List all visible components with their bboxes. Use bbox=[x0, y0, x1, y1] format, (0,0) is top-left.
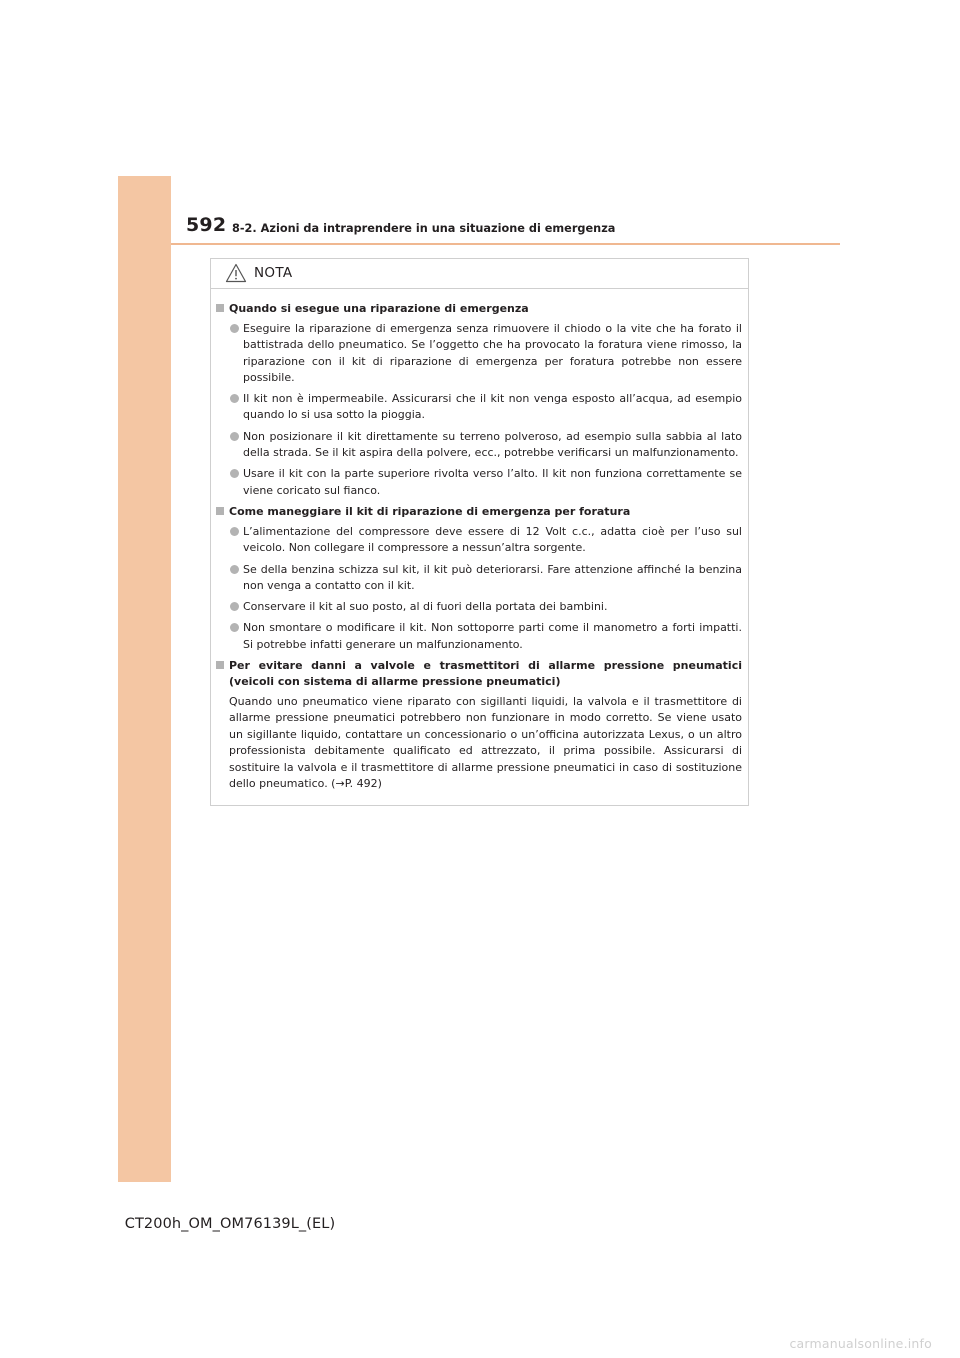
header-divider bbox=[171, 243, 840, 245]
topic-heading bbox=[216, 301, 742, 317]
topic-title: Come maneggiare il kit di riparazione di emergenza per foratura bbox=[229, 504, 631, 518]
document-code: CT200h_OM_OM76139L_(EL) bbox=[124, 1216, 336, 1232]
list-item bbox=[216, 562, 742, 595]
warning-triangle-icon bbox=[225, 263, 247, 283]
round-bullet-icon bbox=[230, 602, 239, 611]
square-bullet-icon bbox=[216, 507, 224, 515]
notice-label: NOTA bbox=[254, 265, 293, 281]
round-bullet-icon bbox=[230, 623, 239, 632]
list-item bbox=[216, 321, 742, 386]
topic-heading bbox=[216, 504, 742, 520]
list-item-text: Il kit non è impermeabile. Assicurarsi che il kit non venga esposto all’acqua, ad esempio quando lo si usa sotto la pioggia. bbox=[243, 392, 742, 422]
list-item-text: Usare il kit con la parte superiore rivolta verso l’alto. Il kit non funziona correttamente se viene coricato sul fianco. bbox=[243, 467, 742, 497]
list-item-text: Non posizionare il kit direttamente su terreno polveroso, ad esempio sulla sabbia al lato della strada. Se il kit aspira della polvere, ecc., potrebbe verificarsi un malfunzionamento. bbox=[243, 429, 742, 460]
topic-title: Quando si esegue una riparazione di emergenza bbox=[229, 302, 529, 315]
round-bullet-icon bbox=[230, 527, 239, 536]
notice-header bbox=[211, 259, 748, 289]
notice-body bbox=[211, 289, 748, 792]
list-item-text: Non smontare o modificare il kit. Non sottoporre parti come il manometro a forti impatti. Si potrebbe infatti generare un malfunzionamento. bbox=[243, 621, 742, 651]
round-bullet-icon bbox=[230, 394, 239, 403]
notice-box bbox=[210, 258, 749, 806]
round-bullet-icon bbox=[230, 469, 239, 478]
list-item bbox=[216, 391, 742, 424]
round-bullet-icon bbox=[230, 565, 239, 574]
side-color-band bbox=[118, 176, 171, 1182]
list-item-text: L’alimentazione del compressore deve essere di 12 Volt c.c., adatta cioè per l’uso sul veicolo. Non collegare il compressore a nessun’altra sorgente. bbox=[243, 524, 742, 555]
list-item bbox=[216, 524, 742, 557]
square-bullet-icon bbox=[216, 661, 224, 669]
list-item bbox=[216, 466, 742, 499]
round-bullet-icon bbox=[230, 432, 239, 441]
section-title: 8-2. Azioni da intraprendere in una situazione di emergenza bbox=[232, 222, 616, 235]
round-bullet-icon bbox=[230, 324, 239, 333]
list-item-text: Conservare il kit al suo posto, al di fuori della portata dei bambini. bbox=[243, 600, 608, 614]
watermark: carmanualsonline.info bbox=[789, 1336, 932, 1351]
list-item-text: Se della benzina schizza sul kit, il kit può deteriorarsi. Fare attenzione affinché la benzina non venga a contatto con il kit. bbox=[243, 562, 742, 592]
list-item bbox=[216, 429, 742, 462]
topic-paragraph: Quando uno pneumatico viene riparato con sigillanti liquidi, la valvola e il trasmettitore di allarme pressione pneumatici potrebbero non funzionare in modo corretto. Se viene usato un sigillante liquido, contattare un concessionario o un’officina autorizzata Lexus, o un altro professionista debitamente qualificato ed attrezzato, il prima possibile. Assicurarsi di sostituire la valvola e il trasmettitore di allarme pressione pneumatici in caso di sostituzione dello pneumatico. (→P. 492) bbox=[229, 695, 742, 791]
topic-title: Per evitare danni a valvole e trasmettitori di allarme pressione pneumatici (veicoli con sistema di allarme pressione pneumatici) bbox=[229, 659, 742, 689]
square-bullet-icon bbox=[216, 304, 224, 312]
list-item-text: Eseguire la riparazione di emergenza senza rimuovere il chiodo o la vite che ha forato il battistrada dello pneumatico. Se l’oggetto che ha provocato la foratura viene rimosso, la riparazione con il kit di riparazione di emergenza per foratura potrebbe non essere possibile. bbox=[243, 322, 742, 384]
topic-heading bbox=[216, 658, 742, 690]
list-item bbox=[216, 599, 742, 615]
list-item bbox=[216, 620, 742, 653]
page-number: 592 bbox=[186, 214, 227, 236]
